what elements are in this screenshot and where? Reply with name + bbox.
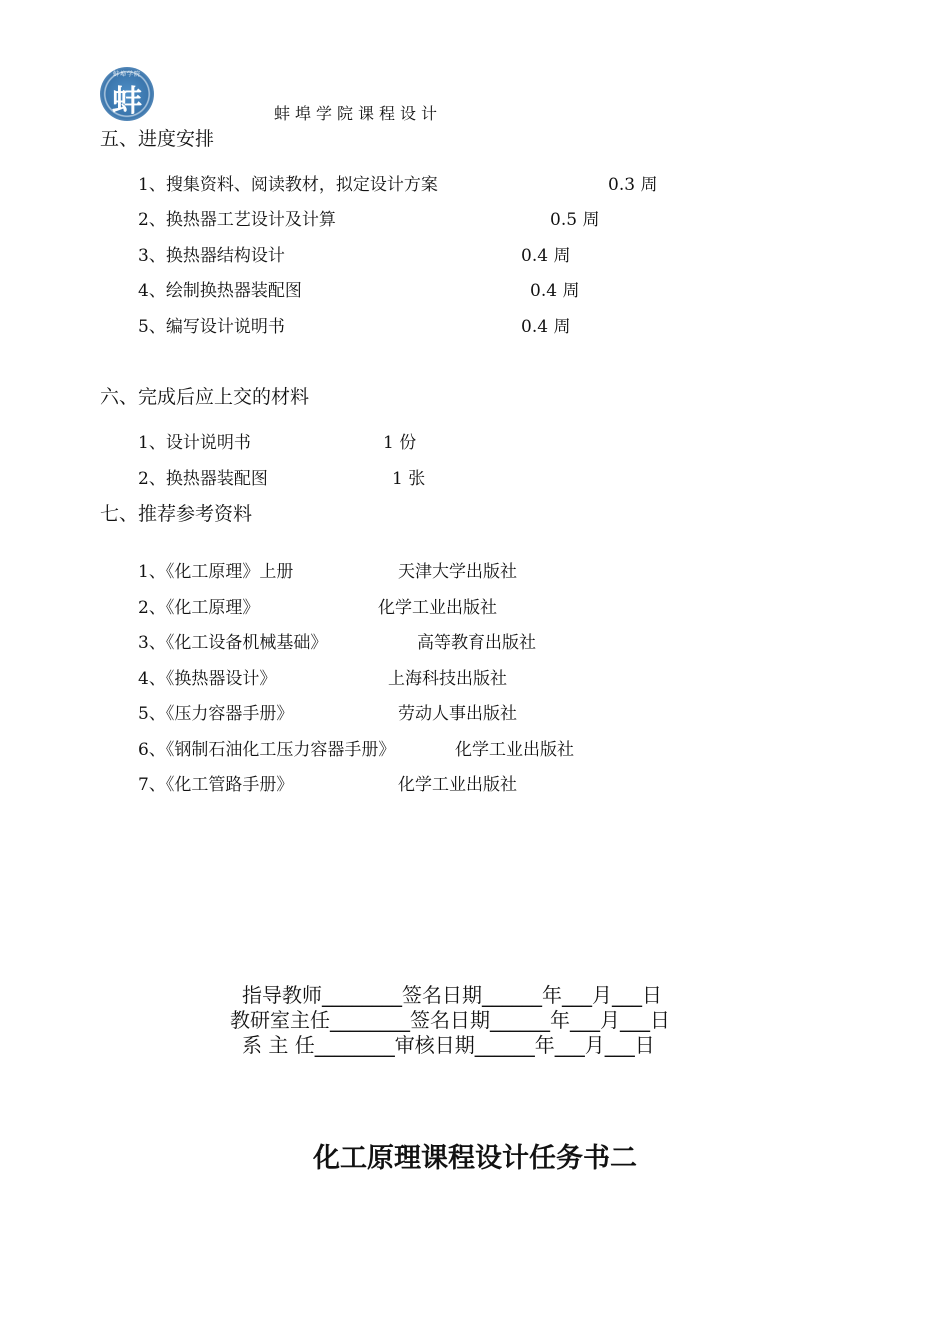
deliverable-quantity: 1 张 xyxy=(392,469,426,489)
reference-item: 1、《化工原理》上册 xyxy=(138,562,294,582)
schedule-duration: 0.4 周 xyxy=(530,281,580,301)
reference-publisher: 化学工业出版社 xyxy=(455,740,574,760)
schedule-duration: 0.4 周 xyxy=(521,246,571,266)
schedule-item: 3、换热器结构设计 xyxy=(138,246,285,266)
deliverable-item: 2、换热器装配图 xyxy=(138,469,268,489)
schedule-item: 2、换热器工艺设计及计算 xyxy=(138,210,336,230)
reference-item: 6、《钢制石油化工压力容器手册》 xyxy=(138,740,396,760)
section-6-heading: 六、完成后应上交的材料 xyxy=(100,386,310,408)
reference-publisher: 化学工业出版社 xyxy=(378,598,497,618)
logo-ring-text: 蚌埠学院 xyxy=(112,71,141,78)
reference-publisher: 高等教育出版社 xyxy=(417,633,536,653)
schedule-duration: 0.3 周 xyxy=(608,175,658,195)
schedule-duration: 0.4 周 xyxy=(521,317,571,337)
schedule-duration: 0.5 周 xyxy=(550,210,600,230)
reference-item: 5、《压力容器手册》 xyxy=(138,704,294,724)
reference-publisher: 上海科技出版社 xyxy=(388,669,507,689)
school-logo xyxy=(100,67,154,121)
reference-item: 2、《化工原理》 xyxy=(138,598,260,618)
reference-publisher: 天津大学出版社 xyxy=(398,562,517,582)
section-5-heading: 五、进度安排 xyxy=(100,128,215,150)
schedule-item: 1、搜集资料、阅读教材，拟定设计方案 xyxy=(138,175,438,195)
deliverable-item: 1、设计说明书 xyxy=(138,433,251,453)
section-7-heading: 七、推荐参考资料 xyxy=(100,503,253,525)
deliverable-quantity: 1 份 xyxy=(383,433,417,453)
logo-glyph: 蚌 xyxy=(112,84,142,119)
reference-publisher: 劳动人事出版社 xyxy=(398,704,517,724)
signature-line-department-head: 教研室主任________签名日期______年___月___日 xyxy=(230,1008,670,1032)
header-title: 蚌埠学院课程设计 xyxy=(274,104,443,123)
reference-publisher: 化学工业出版社 xyxy=(398,775,517,795)
signature-line-advisor: 指导教师________签名日期______年___月___日 xyxy=(242,983,662,1007)
schedule-item: 5、编写设计说明书 xyxy=(138,317,285,337)
reference-item: 7、《化工管路手册》 xyxy=(138,775,294,795)
signature-line-dean: 系 主 任________审核日期______年___月___日 xyxy=(242,1033,655,1057)
reference-item: 4、《换热器设计》 xyxy=(138,669,277,689)
schedule-item: 4、绘制换热器装配图 xyxy=(138,281,302,301)
document-title: 化工原理课程设计任务书二 xyxy=(313,1143,637,1174)
reference-item: 3、《化工设备机械基础》 xyxy=(138,633,328,653)
